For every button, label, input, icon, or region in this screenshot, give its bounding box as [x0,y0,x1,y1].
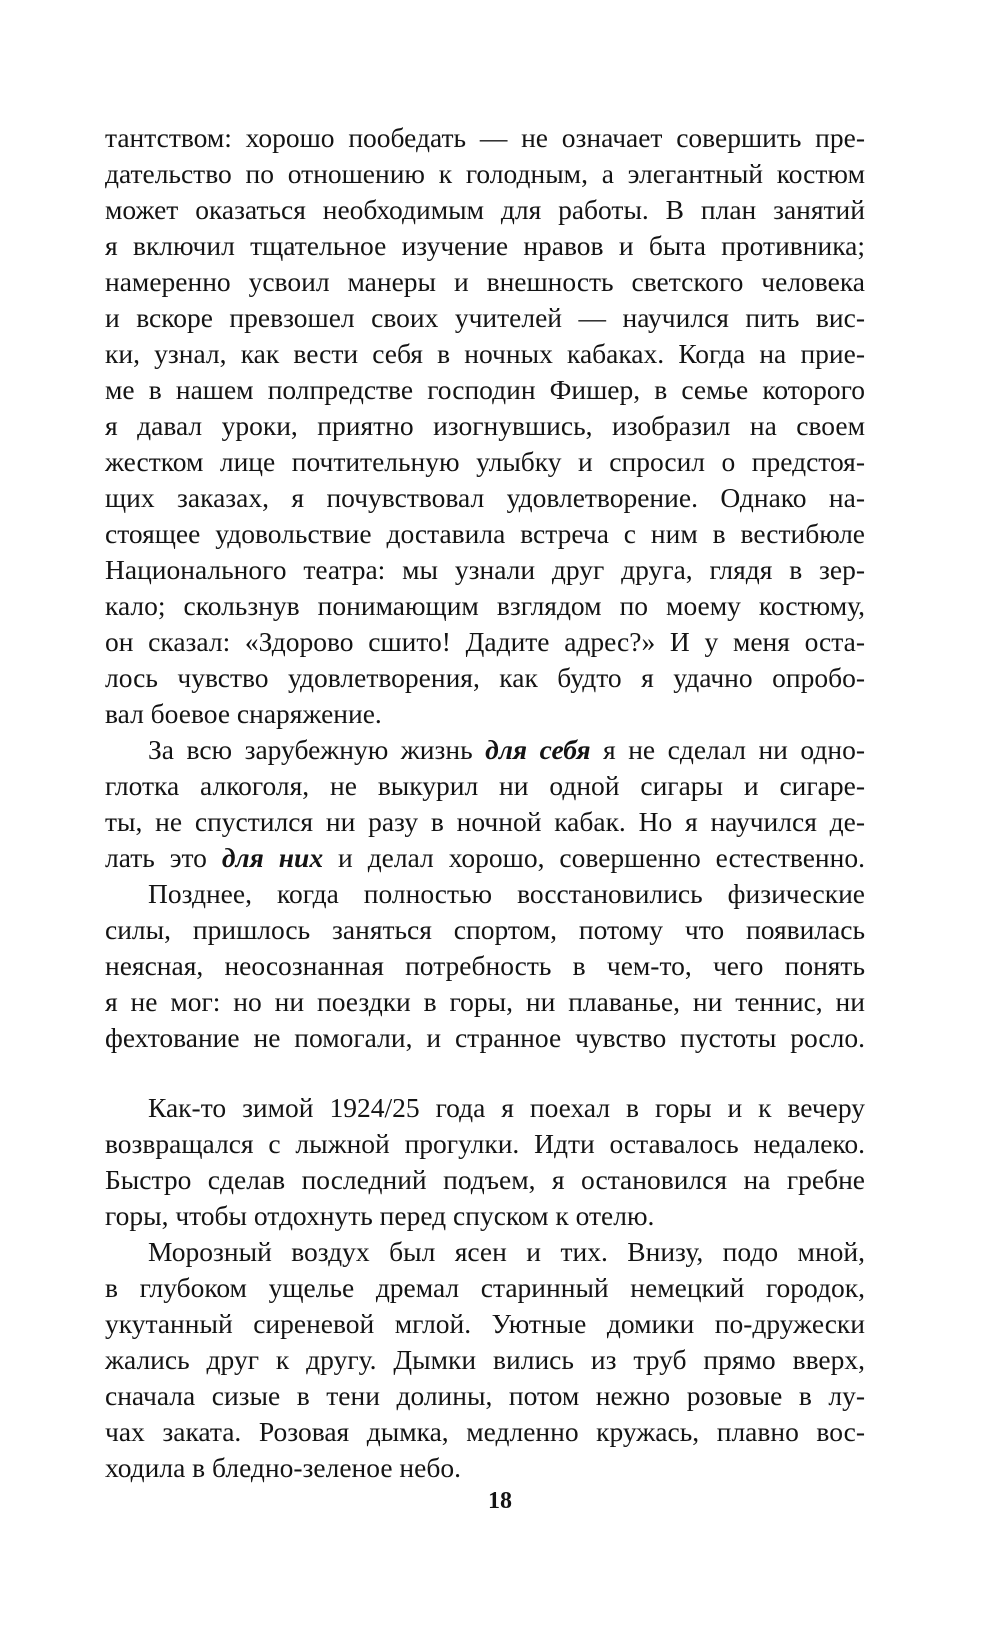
text-line: Морозный воздух был ясен и тих. Внизу, подо мной, [148,1236,865,1267]
text-run: и делал хорошо, совершенно естественно. [323,842,865,873]
paragraph [105,876,865,1056]
paragraph [105,1090,865,1234]
text-line: я давал уроки, приятно изогнувшись, изобразил на своем [105,410,865,441]
text-line: лось чувство удовлетворения, как будто я удачно опробо- [105,662,865,693]
text-line: Национального театра: мы узнали друг друга, глядя в зер- [105,554,865,585]
text-line: намеренно усвоил манеры и внешность светского человека [105,266,865,297]
section-break [105,1056,865,1090]
text-line: возвращался с лыжной прогулки. Идти оставалось недалеко. [105,1128,865,1159]
text-run: глотка алкоголя, не выкурил ни одной сигары и сигаре- [105,770,865,801]
text-line: силы, пришлось заняться спортом, потому что появилась [105,914,865,945]
text-line [105,840,865,876]
text-line: сначала сизые в тени долины, потом нежно розовые в лу- [105,1380,865,1411]
emphasized-text: для них [221,842,324,873]
text-line [105,804,865,840]
paragraph [105,1234,865,1486]
text-line: чах заката. Розовая дымка, медленно кружась, плавно вос- [105,1416,865,1447]
emphasized-text: для себя [485,734,591,765]
text-line: в глубоком ущелье дремал старинный немецкий городок, [105,1272,865,1303]
text-line: ки, узнал, как вести себя в ночных кабаках. Когда на прие- [105,338,865,369]
text-line: ходила в бледно-зеленое небо. [105,1452,461,1483]
text-line: фехтование не помогали, и странное чувство пустоты росло. [105,1022,865,1053]
text-line: щих заказах, я почувствовал удовлетворение. Однако на- [105,482,865,513]
text-line: и вскоре превзошел своих учителей — научился пить вис- [105,302,865,333]
text-line: Как-то зимой 1924/25 года я поехал в горы и к вечеру [148,1092,865,1123]
text-line: жестком лице почтительную улыбку и спросил о предстоя- [105,446,865,477]
text-run: ты, не спустился ни разу в ночной кабак. Но я научился де- [105,806,865,837]
text-line: тантством: хорошо пообедать — не означает совершить пре- [105,122,865,153]
text-line: ме в нашем полпредстве господин Фишер, в семье которого [105,374,865,405]
text-line: я включил тщательное изучение нравов и быта противника; [105,230,865,261]
text-run: За всю зарубежную жизнь [148,734,486,765]
text-line [105,768,865,804]
text-line: он сказал: «Здорово сшито! Дадите адрес?» И у меня оста- [105,626,865,657]
page-number: 18 [488,1488,512,1514]
body-text [105,120,865,1486]
text-line [105,732,865,768]
paragraph [105,732,865,876]
text-line: я не мог: но ни поездки в горы, ни плаванье, ни теннис, ни [105,986,865,1017]
text-line: укутанный сиреневой мглой. Уютные домики по-дружески [105,1308,865,1339]
text-line: неясная, неосознанная потребность в чем-то, чего понять [105,950,865,981]
text-line: жались друг к другу. Дымки вились из труб прямо вверх, [105,1344,865,1375]
text-run: лать это [105,842,222,873]
text-line: может оказаться необходимым для работы. В план занятий [105,194,865,225]
text-line: кало; скользнув понимающим взглядом по моему костюму, [105,590,865,621]
text-run: я не сделал ни одно- [590,734,865,765]
paragraph [105,120,865,732]
text-line: Быстро сделав последний подъем, я остановился на гребне [105,1164,865,1195]
text-line: стоящее удовольствие доставила встреча с ним в вестибюле [105,518,865,549]
text-line: вал боевое снаряжение. [105,698,382,729]
text-line: горы, чтобы отдохнуть перед спуском к отелю. [105,1200,655,1231]
text-line: Позднее, когда полностью восстановились физические [148,878,865,909]
text-line: дательство по отношению к голодным, а элегантный костюм [105,158,865,189]
